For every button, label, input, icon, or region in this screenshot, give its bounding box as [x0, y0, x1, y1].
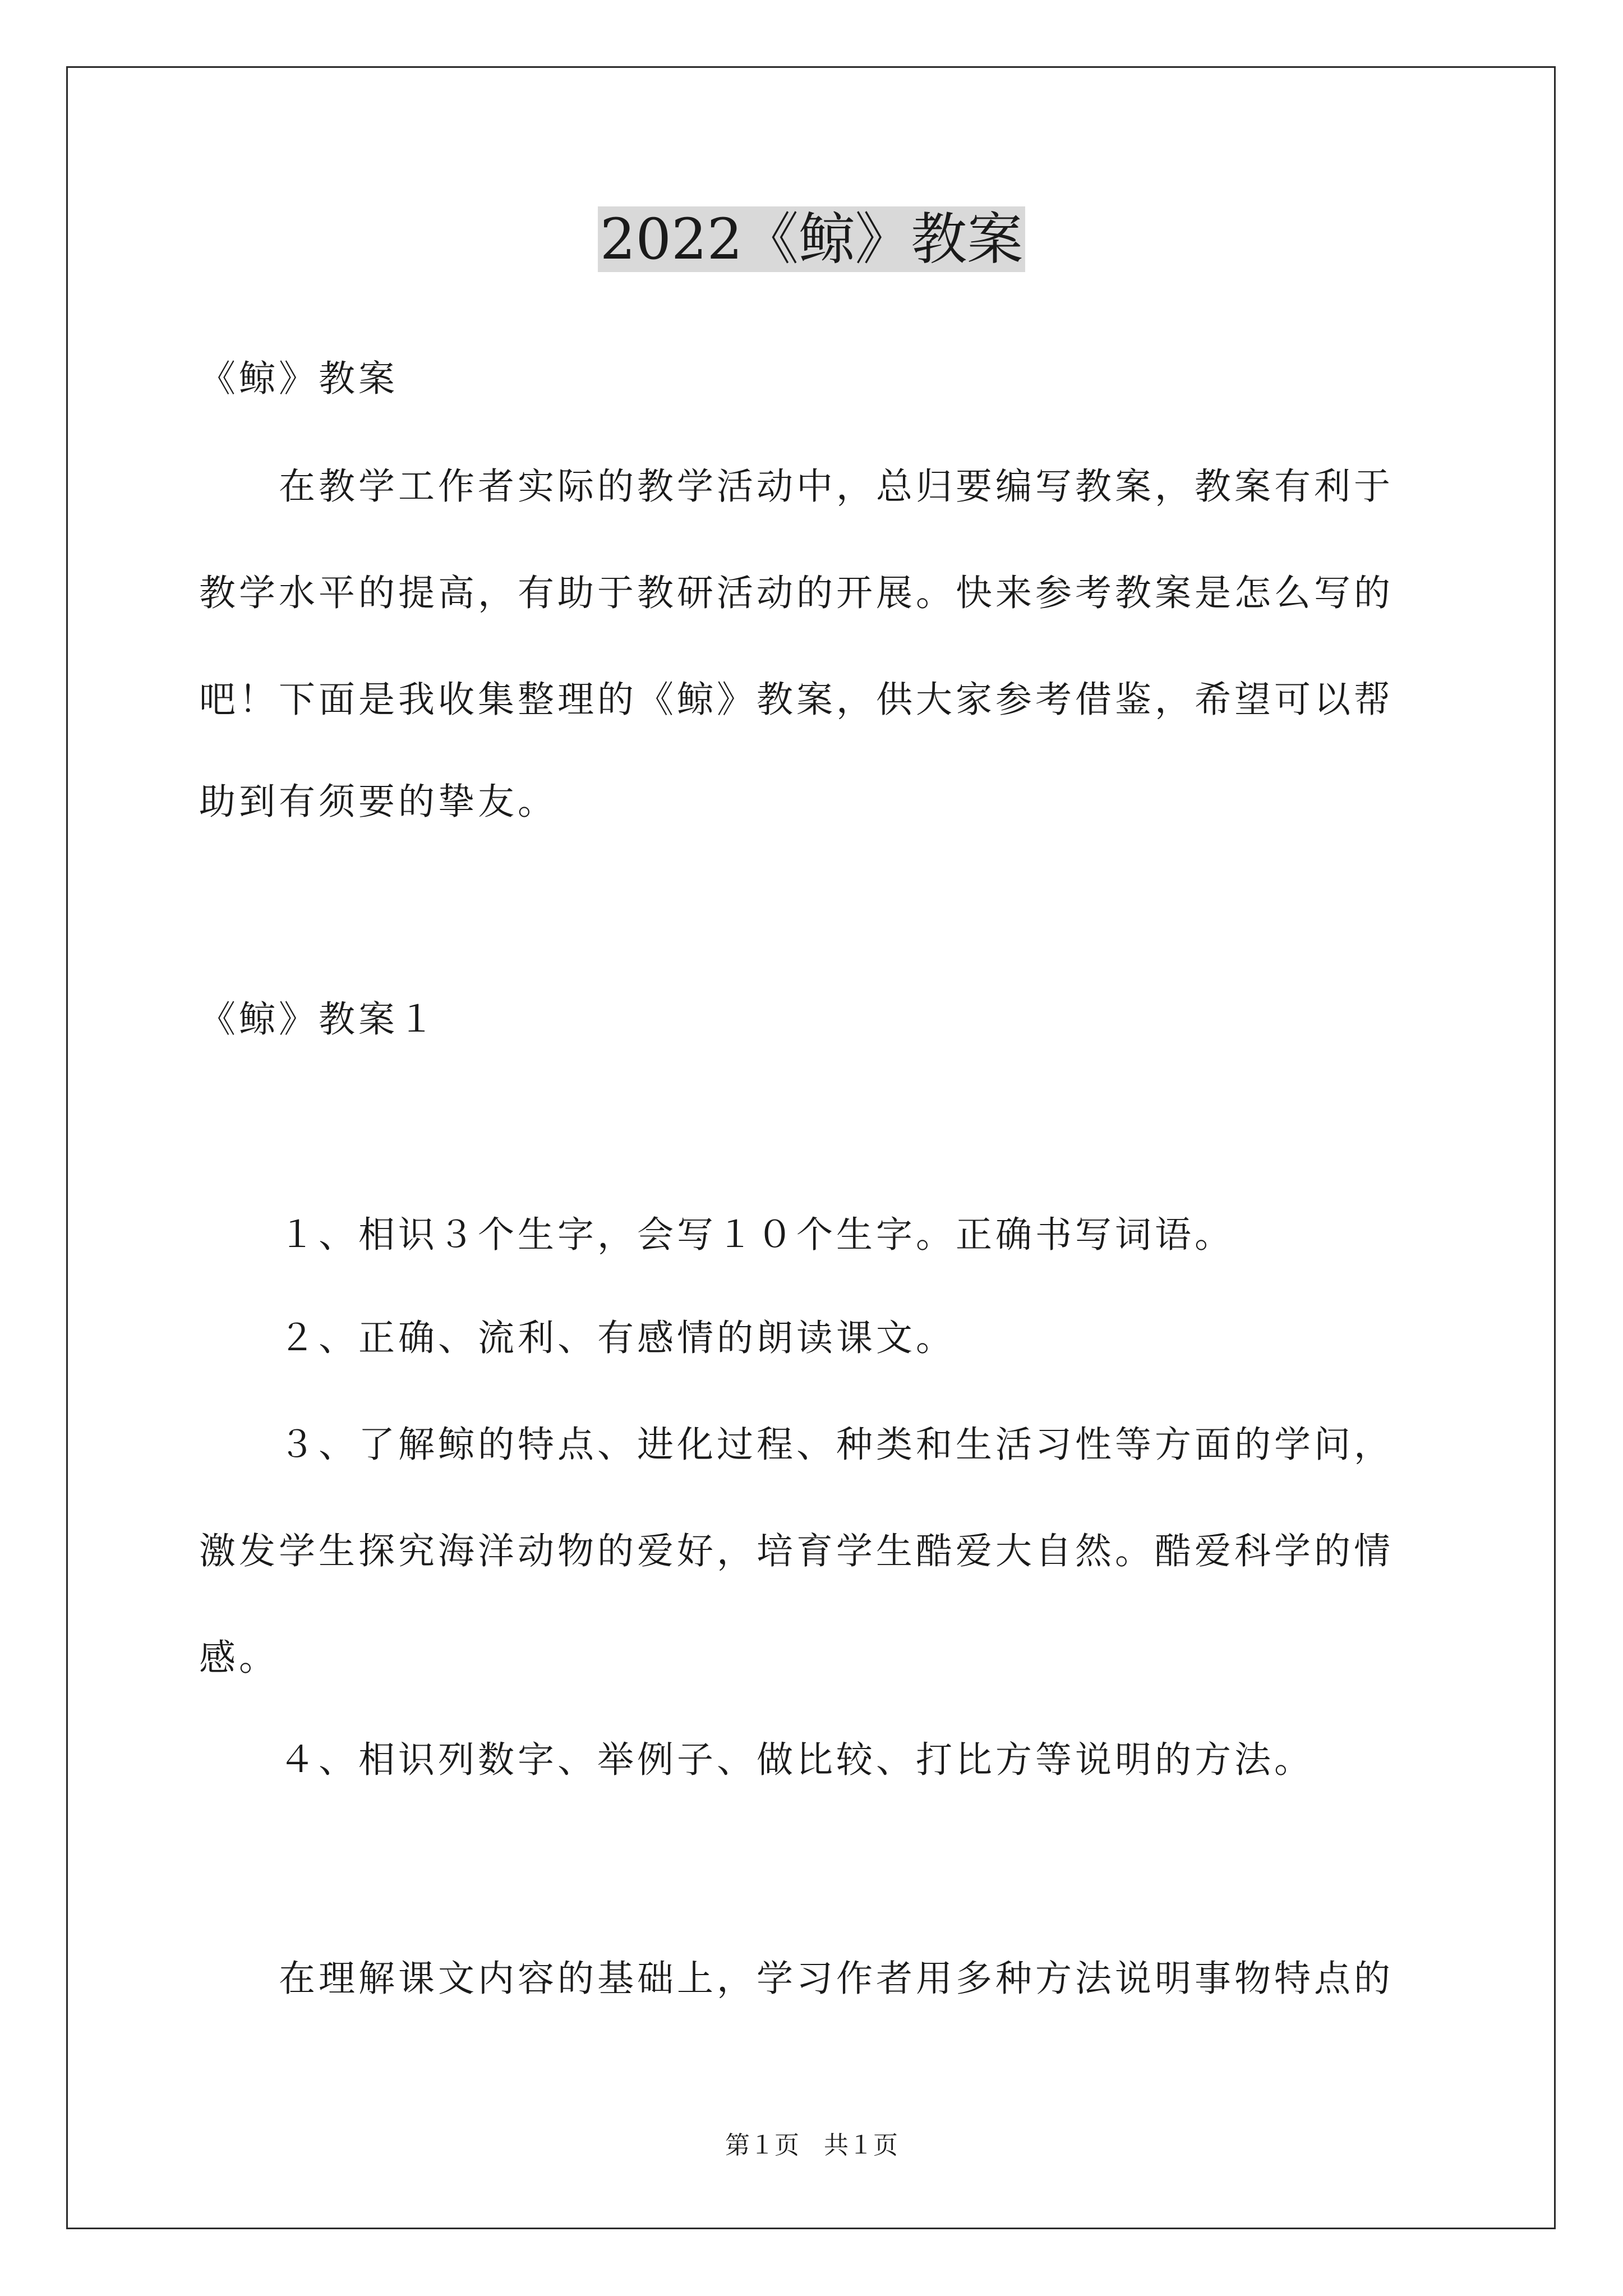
document-title	[0, 197, 1623, 282]
section-heading: 《鲸》教案１	[199, 999, 439, 1041]
objective-line-2: ２、正确、流利、有感情的朗读课文。	[279, 1317, 956, 1359]
objective-line-5: 感。	[199, 1637, 279, 1679]
objective-line-6: ４、相识列数字、举例子、做比较、打比方等说明的方法。	[279, 1739, 1315, 1781]
document-title-text: 2022《鲸》教案	[598, 206, 1026, 272]
intro-line-3: 吧！下面是我收集整理的《鲸》教案，供大家参考借鉴，希望可以帮	[199, 679, 1394, 721]
page-footer: 第１页 共１页	[725, 2131, 898, 2160]
objective-line-4: 激发学生探究海洋动物的爱好，培育学生酷爱大自然。酷爱科学的情	[199, 1530, 1394, 1572]
document-subheading: 《鲸》教案	[199, 358, 399, 400]
closing-line: 在理解课文内容的基础上，学习作者用多种方法说明事物特点的	[279, 1958, 1394, 2000]
intro-line-2: 教学水平的提高，有助于教研活动的开展。快来参考教案是怎么写的	[199, 572, 1394, 614]
intro-line-4: 助到有须要的挚友。	[199, 781, 558, 823]
objective-line-1: １、相识３个生字，会写１０个生字。正确书写词语。	[279, 1214, 1235, 1256]
objective-line-3: ３、了解鲸的特点、进化过程、种类和生活习性等方面的学问，	[279, 1424, 1394, 1466]
intro-line-1: 在教学工作者实际的教学活动中，总归要编写教案，教案有利于	[279, 466, 1394, 508]
